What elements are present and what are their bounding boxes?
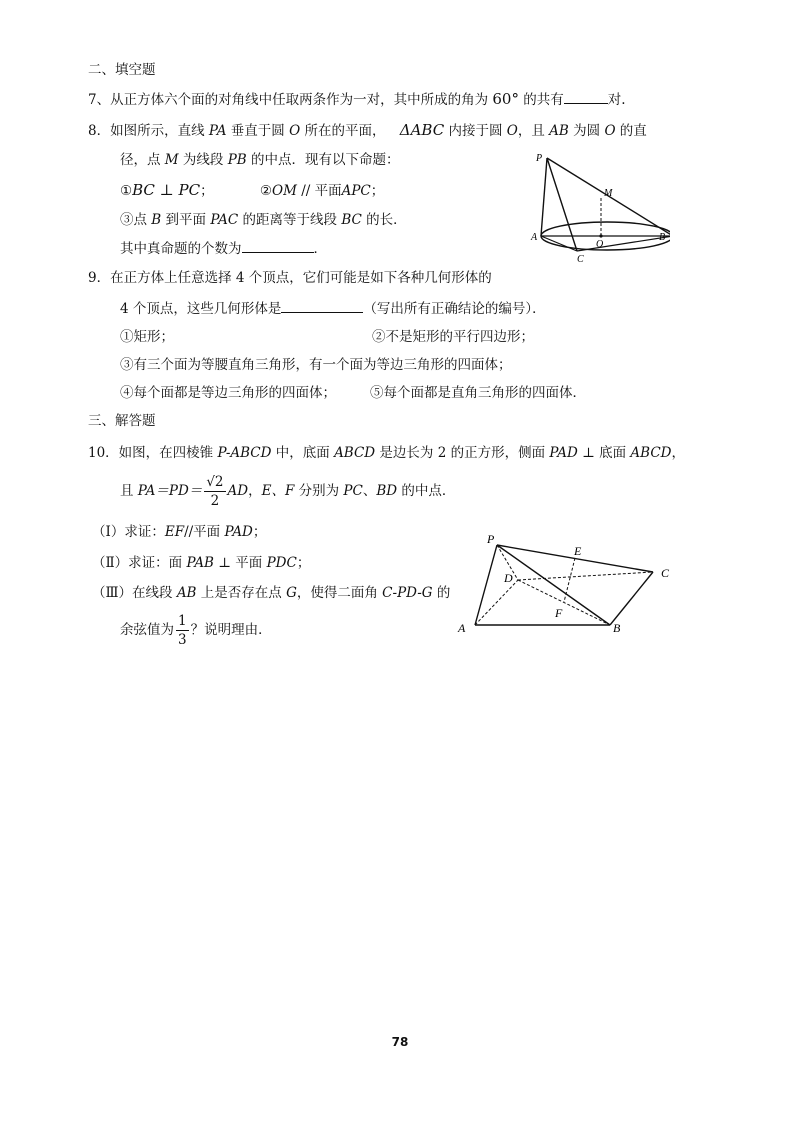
edge-PB [497,545,610,625]
question-10-line-2: 且 PA＝PD＝ $\frac{√2}{2}$ AD，E、F 分别为 PC、BD 的中点． [120,474,456,509]
label-B: B [659,232,666,243]
question-8-ask: 其中真命题的个数为 ． [120,238,327,259]
fraction-one-third: $\frac{1}{3}$ [178,613,187,648]
question-9-line-2: 4 个顶点，这些几何形体是 （写出所有正确结论的编号）． [120,298,546,319]
question-9-line-1: 9．在正方体上任意选择 4 个顶点，它们可能是如下各种几何形体的 [88,270,492,286]
label-P: P [536,153,543,164]
option-4: ④每个面都是等边三角形的四面体； [120,385,336,401]
option-3: ③有三个面为等腰直角三角形，有一个面为等边三角形的四面体； [120,357,512,373]
label-B: B [613,621,621,635]
question-8-line-1: 8．如图所示，直线 PA 垂直于圆 O 所在的平面， ΔABC 内接于圆 O，且 AB 为圆 O 的直 [88,121,647,139]
proposition-1-and-2: ①BC ⊥ PC； ②OM // 平面APC； [120,181,385,199]
label-A: A [458,621,466,635]
label-F: F [555,606,563,620]
label-A: A [531,232,538,243]
fraction-sqrt2-over-2: $\frac{√2}{2}$ [206,474,224,509]
option-1: ①矩形； [120,329,174,345]
part-3: （Ⅲ）在线段 AB 上是否存在点 G，使得二面角 C-PD-G 的 [92,585,451,601]
point-O [599,234,602,237]
label-O: O [596,239,604,250]
option-2: ②不是矩形的平行四边形； [372,329,534,345]
section-title-solutions: 三、解答题 [88,413,156,429]
label-D: D [504,571,513,585]
answer-blank[interactable] [564,89,608,104]
question-8-line-2: 径，点 M 为线段 PB 的中点．现有以下命题： [120,152,400,168]
cone-figure [530,150,670,262]
question-10-line-1: 10．如图，在四棱锥 P-ABCD 中，底面 ABCD 是边长为 2 的正方形，侧面 PAD ⊥ 底面 ABCD， [88,445,685,461]
answer-blank[interactable] [281,298,363,313]
segment-DB [518,580,610,625]
part-2: （Ⅱ）求证：面 PAB ⊥ 平面 PDC； [92,555,311,571]
label-C: C [577,254,584,262]
section-title-fill-in: 二、填空题 [88,62,156,78]
part-1: （Ⅰ）求证：EF//平面 PAD； [92,524,267,540]
segment-AC [541,236,577,251]
segment-PC [547,158,577,251]
pyramid-figure [455,530,680,638]
proposition-3: ③点 B 到平面 PAC 的距离等于线段 BC 的长． [120,212,407,228]
edge-DC [518,572,653,580]
option-5: ⑤每个面都是直角三角形的四面体． [370,385,586,401]
segment-CB [577,236,670,251]
edge-BC [610,572,653,625]
segment-EF [564,558,575,602]
label-P: P [487,532,495,546]
question-7: 7、从正方体六个面的对角线中任取两条作为一对，其中所成的角为 60° 的共有 对. [88,90,626,108]
label-M: M [604,188,613,199]
answer-blank[interactable] [242,238,314,253]
page-number: 78 [391,1035,409,1049]
part-3-cont: 余弦值为 $\frac{1}{3}$ ？说明理由． [120,613,272,648]
label-C: C [661,566,670,580]
segment-PA [541,158,547,236]
label-E: E [574,544,582,558]
